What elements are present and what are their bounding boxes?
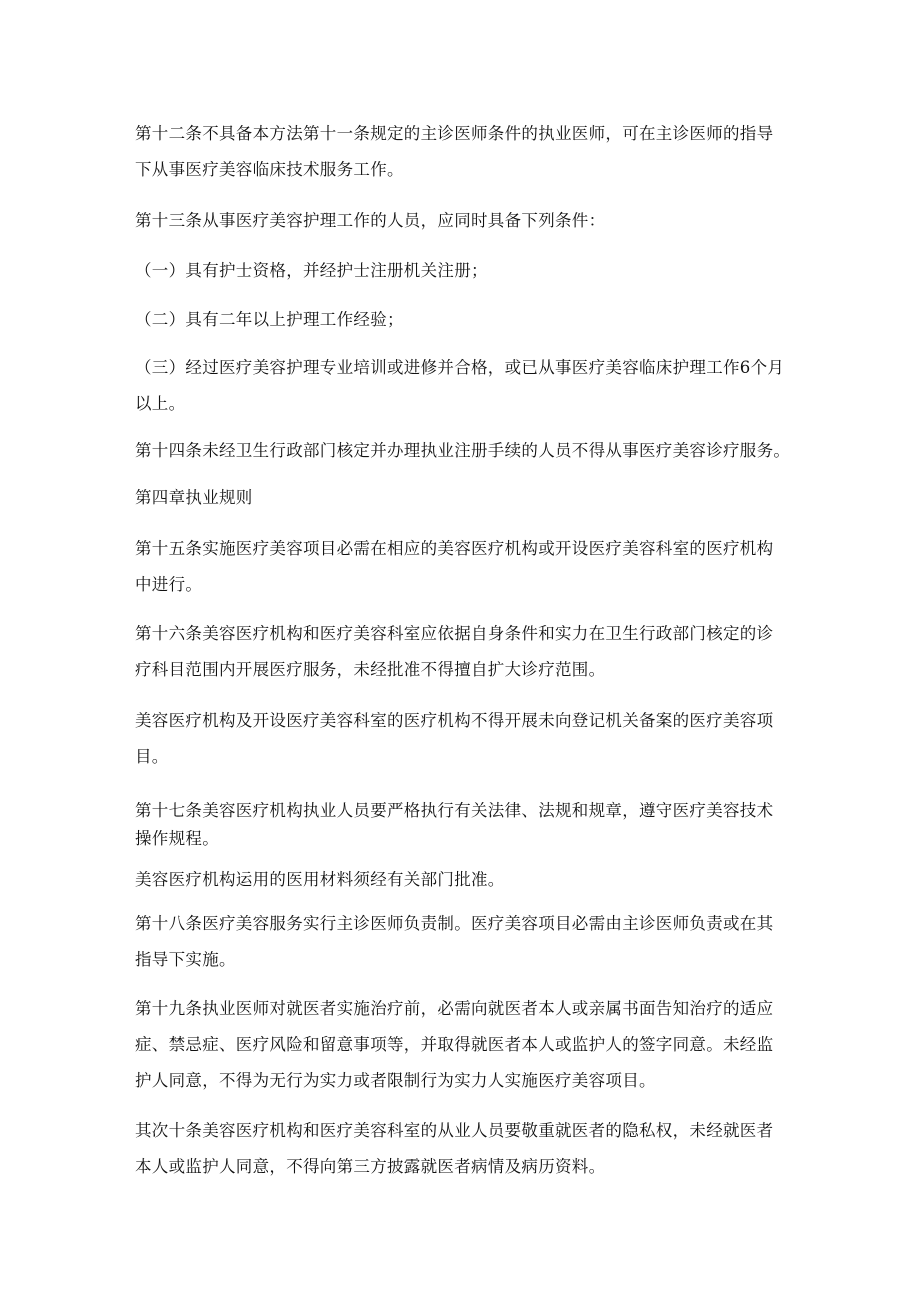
text-line: 第十五条实施医疗美容项目必需在相应的美容医疗机构或开设医疗美容科室的医疗机构 [135, 539, 774, 558]
article-15-paragraph [135, 531, 795, 603]
text-line: 美容医疗机构及开设医疗美容科室的医疗机构不得开展未向登记机关备案的医疗美容项 [135, 711, 774, 730]
text-line: 第十三条从事医疗美容护理工作的人员，应同时具备下列条件： [135, 211, 606, 230]
text-line: 操作规程。 [135, 829, 219, 848]
article-12-paragraph [135, 116, 795, 188]
text-line: （二）具有二年以上护理工作经验； [135, 310, 404, 329]
text-line: 本人或监护人同意，不得向第三方披露就医者病情及病历资料。 [135, 1157, 606, 1176]
text-line: 第十四条未经卫生行政部门核定并办理执业注册手续的人员不得从事医疗美容诊疗服务。 [135, 441, 791, 460]
text-line: 护人同意，不得为无行为实力或者限制行为实力人实施医疗美容项目。 [135, 1071, 656, 1090]
article-20-paragraph [135, 1113, 795, 1185]
text-line: 指导下实施。 [135, 950, 236, 969]
text-line: 第十六条美容医疗机构和医疗美容科室应依据自身条件和实力在卫生行政部门核定的诊 [135, 624, 774, 643]
text-line: 中进行。 [135, 575, 203, 594]
text-line: 第十二条不具备本方法第十一条规定的主诊医师条件的执业医师，可在主诊医师的指导 [135, 124, 774, 143]
article-14-paragraph [135, 433, 795, 469]
text-line: 下从事医疗美容临床技术服务工作。 [135, 160, 404, 179]
chapter-4-heading [135, 480, 795, 516]
condition-2-paragraph [135, 302, 795, 338]
article-18-paragraph [135, 906, 795, 978]
article-16-supplement-paragraph [135, 703, 795, 775]
article-17-supplement-paragraph [135, 862, 795, 898]
text-line: 症、禁忌症、医疗风险和留意事项等，并取得就医者本人或监护人的签字同意。未经监 [135, 1035, 774, 1054]
article-13-paragraph [135, 203, 795, 239]
text-line: （一）具有护士资格，并经护士注册机关注册； [135, 261, 488, 280]
text-line: 美容医疗机构运用的医用材料须经有关部门批准。 [135, 870, 505, 889]
text-line: 其次十条美容医疗机构和医疗美容科室的从业人员要敬重就医者的隐私权，未经就医者 [135, 1121, 774, 1140]
condition-3-paragraph [135, 350, 795, 422]
text-line: 目。 [135, 747, 169, 766]
text-line: 第十八条医疗美容服务实行主诊医师负责制。医疗美容项目必需由主诊医师负责或在其 [135, 914, 774, 933]
text-line: 第四章执业规则 [135, 488, 253, 507]
text-line: （三）经过医疗美容护理专业培训或进修并合格，或已从事医疗美容临床护理工作6个月 [135, 358, 785, 377]
article-17-paragraph [135, 797, 795, 853]
text-line: 以上。 [135, 394, 186, 413]
article-16-paragraph [135, 616, 795, 688]
article-19-paragraph [135, 991, 795, 1099]
text-line: 第十七条美容医疗机构执业人员要严格执行有关法律、法规和规章，遵守医疗美容技术 [135, 801, 774, 820]
text-line: 疗科目范围内开展医疗服务，未经批准不得擅自扩大诊疗范围。 [135, 660, 606, 679]
condition-1-paragraph [135, 253, 795, 289]
text-line: 第十九条执业医师对就医者实施治疗前，必需向就医者本人或亲属书面告知治疗的适应 [135, 999, 774, 1018]
